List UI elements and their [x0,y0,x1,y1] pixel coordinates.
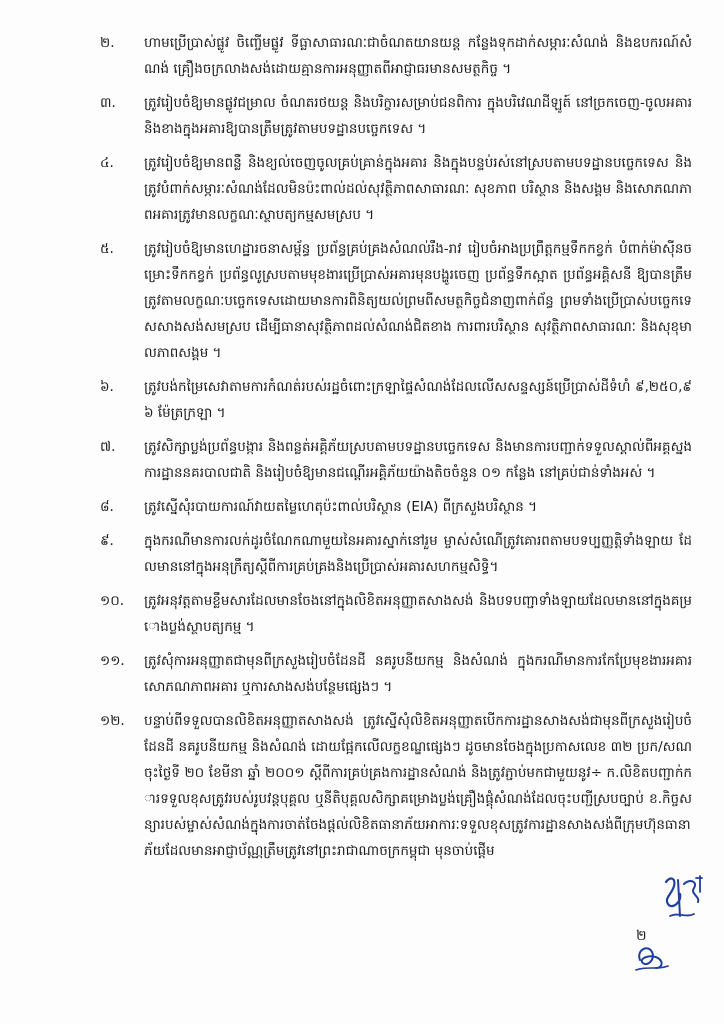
clause-text: ក្នុងករណីមានការលក់ដូរចំណែកណាមួយនៃអគារស្នាក់នៅរួម ម្ចាស់សំណើត្រូវគោរពតាមបទប្បញ្ញត្តិទាំងឡាយ ដែលមាននៅក្នុងអនុក្រឹត្យស្តីពីការគ្រប់គ្រងនិងប្រើប្រាស់អគារសហកម្មសិទ្ធិ។ [144,533,692,575]
clause-number: ៨. [100,499,114,515]
clause-number: ៥. [100,241,114,257]
page-number: ២ [636,928,647,944]
clause-text: បន្ទាប់ពីទទួលបានលិខិតអនុញ្ញាតសាងសង់ ត្រូវស្នើសុំលិខិតអនុញ្ញាតបើកការដ្ឋានសាងសង់ជាមុនពីក្រសួងរៀបចំដែនដី នគរូបនីយកម្ម និងសំណង់ ដោយផ្អែកលើលក្ខខណ្ឌផ្សេងៗ ដូចមានចែងក្នុងប្រកាសលេខ ៣២ ប្រក/សណ ចុះថ្ងៃទី ២០ ខែមីនា ឆ្នាំ ២០០១ ស្ដីពីការគ្រប់គ្រងការដ្ឋានសំណង់ និងត្រូវភ្ជាប់មកជាមួយនូវ÷ ក.លិខិតបញ្ជាក់ការទទួលខុសត្រូវរបស់រូបវន្តបុគ្គល ឬនីតិបុគ្គលសិក្សាគម្រោងប្លង់គ្រឿងផ្គុំសំណង់ដែលចុះបញ្ជីស្របច្បាប់ ខ.កិច្ចសន្យារបស់ម្ចាស់សំណង់ក្នុងការចាត់ចែងផ្ដល់លិខិតធានាភ័យអាការៈទទួលខុសត្រូវការដ្ឋានសាងសង់ពីក្រុមហ៊ុនធានាភ័យដែលមានអាជ្ញាប័ណ្ណត្រឹមត្រូវនៅព្រះរាជាណាចក្រកម្ពុជា មុនចាប់ផ្ដើម [144,713,692,859]
clause-number: ១២. [100,713,125,729]
clause-item [100,588,692,640]
clause-text: ត្រូវរៀបចំឱ្យមានផ្លូវជម្រាល ចំណតរថយន្ត និងបរិក្ខារសម្រាប់ជនពិការ ក្នុងបរិវេណដីឡូត៍ នៅច្រកចេញ-ចូលអគារ និងខាងក្នុងអគារឱ្យបានត្រឹមត្រូវតាមបទដ្ឋានបច្ចេកទេស ។ [144,95,692,137]
clause-item [100,90,692,142]
clause-text: ត្រូវរៀបចំឱ្យមានហេដ្ឋារចនាសម្ព័ន្ធ ប្រព័ន្ធគ្រប់គ្រងសំណល់រឹង-រាវ រៀបចំអាងប្រព្រឹត្តកម្មទឹកកខ្វក់ បំពាក់ម៉ាស៊ីនចម្រោះទឹកកខ្វក់ ប្រព័ន្ធលូស្របតាមមុខងារប្រើប្រាស់អគារមុនបង្ហូរចេញ ប្រព័ន្ធទឹកស្អាត ប្រព័ន្ធអគ្គិសនី ឱ្យបានត្រឹមត្រូវតាមលក្ខណៈបច្ចេកទេសដោយមានការពិនិត្យយល់ព្រមពីសមត្ថកិច្ចជំនាញពាក់ព័ន្ធ ព្រមទាំងប្រើប្រាស់បច្ចេកទេសសាងសង់សមស្រប ដើម្បីធានាសុវត្ថិភាពដល់សំណង់ជិតខាង ការពារបរិស្ថាន សុវត្ថិភាពសាធារណៈ និងសុខុមាលភាពសង្គម ។ [144,241,692,361]
clause-number: ៤. [100,155,114,171]
clause-item [100,494,692,520]
clause-item [100,30,692,82]
clause-item [100,648,692,700]
handwritten-signature-icon [632,940,672,974]
clause-number: ១១. [100,653,125,669]
clause-item [100,528,692,580]
clause-item [100,374,692,426]
clause-item [100,708,692,864]
clause-text: ត្រូវអនុវត្តតាមខ្លឹមសារដែលមានចែងនៅក្នុងលិខិតអនុញ្ញាតសាងសង់ និងបទបញ្ជាទាំងឡាយដែលមាននៅក្នុងគម្រោងប្លង់ស្ថាបត្យកម្ម ។ [144,593,692,635]
clause-text: ត្រូវបង់កម្រៃសេវាតាមការកំណត់របស់រដ្ឋចំពោះក្រឡាផ្ទៃសំណង់ដែលលើសសន្ទស្សន៍ប្រើប្រាស់ដីទំហំ ៩,២៥០,៩៦ ម៉ែត្រក្រឡា ។ [144,379,692,421]
clause-item [100,434,692,486]
clause-number: ៧. [100,439,116,455]
clause-number: ៣. [100,95,116,111]
clause-text: ហាមប្រើប្រាស់ផ្លូវ ចិញ្ចើមផ្លូវ ទីធ្លាសាធារណៈជាចំណតយានយន្ត កន្លែងទុកដាក់សម្ភារៈសំណង់ និងឧបករណ៍សំណង់ គ្រឿងចក្រលាងសង់ដោយគ្មានការអនុញ្ញាតពីអាជ្ញាធរមានសមត្ថកិច្ច ។ [144,35,692,77]
clause-text: ត្រូវស្នើសុំរបាយការណ៍វាយតម្លៃហេតុប៉ះពាល់បរិស្ថាន (EIA) ពីក្រសួងបរិស្ថាន ។ [144,499,538,515]
clause-item [100,236,692,366]
clause-number: ៦. [100,379,114,395]
clause-list [100,30,692,872]
clause-number: ១០. [100,593,125,609]
handwritten-initials-icon [660,872,706,928]
clause-text: ត្រូវសិក្សាប្លង់ប្រព័ន្ធបង្ការ និងពន្លត់អគ្គិភ័យស្របតាមបទដ្ឋានបច្ចេកទេស និងមានការបញ្ជាក់ទទួលស្គាល់ពីអគ្គស្នងការដ្ឋាននគរបាលជាតិ និងរៀបចំឱ្យមានជណ្ដើរអគ្គិភ័យយ៉ាងតិចចំនួន ០១ កន្លែង នៅគ្រប់ជាន់ទាំងអស់ ។ [144,439,692,481]
clause-number: ២. [100,35,115,51]
clause-text: ត្រូវរៀបចំឱ្យមានពន្លឺ និងខ្យល់ចេញចូលគ្រប់គ្រាន់ក្នុងអគារ និងក្នុងបន្ទប់រស់នៅស្របតាមបទដ្ឋានបច្ចេកទេស និងត្រូវបំពាក់សម្ភារៈសំណង់ដែលមិនប៉ះពាល់ដល់សុវត្ថិភាពសាធារណៈ សុខភាព បរិស្ថាន និងសង្គម និងសោភណភាពអគារត្រូវមានលក្ខណៈស្ថាបត្យកម្មសមស្រប ។ [144,155,692,223]
clause-item [100,150,692,228]
clause-text: ត្រូវសុំការអនុញ្ញាតជាមុនពីក្រសួងរៀបចំដែនដី នគរូបនីយកម្ម និងសំណង់ ក្នុងករណីមានការកែប្រែមុខងារអគារ សោភណភាពអគារ ឬការសាងសង់បន្ថែមផ្សេងៗ ។ [144,653,692,695]
clause-number: ៩. [100,533,114,549]
